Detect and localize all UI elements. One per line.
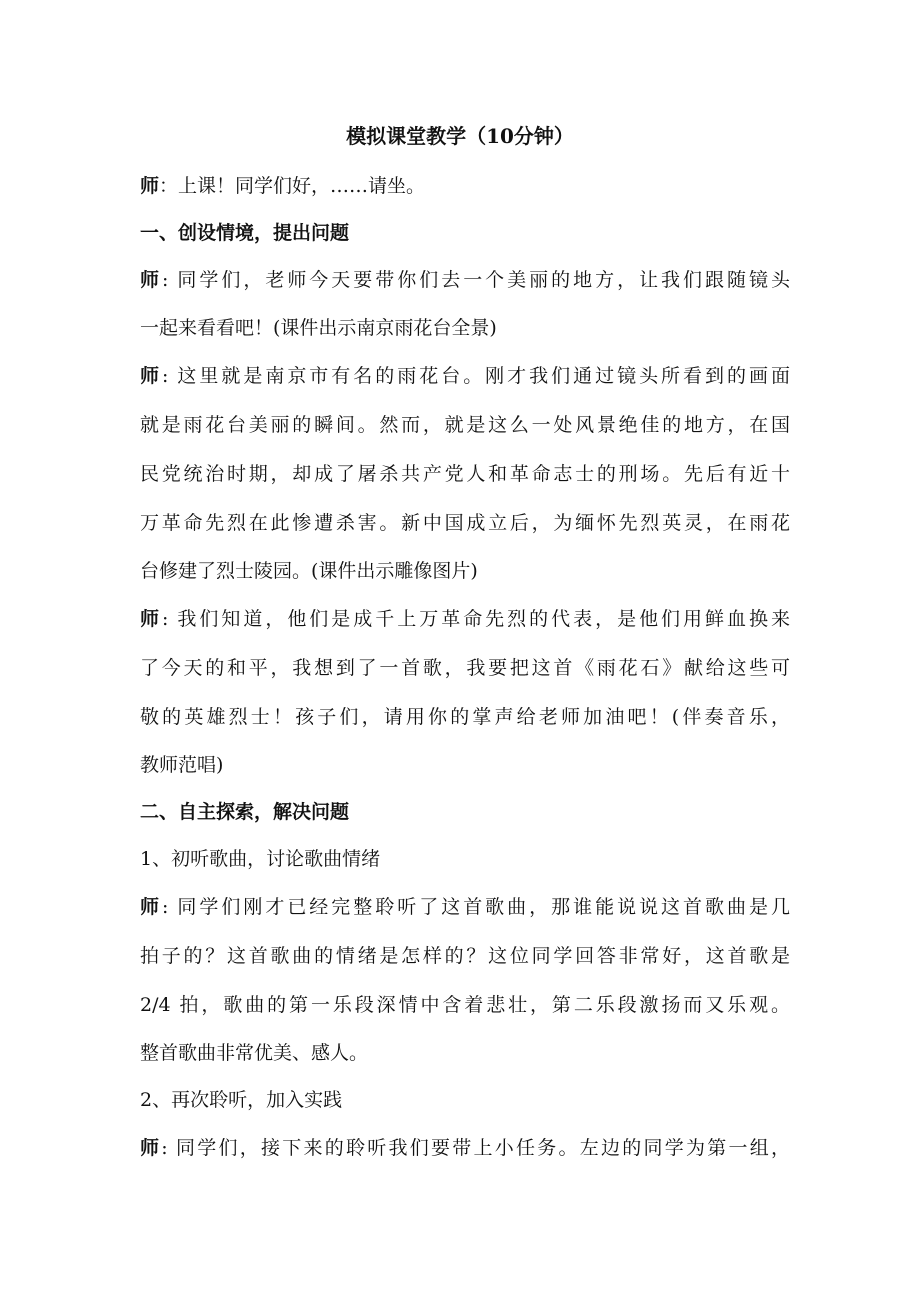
text-line: 2/4 拍，歌曲的第一乐段深情中含着悲壮，第二乐段激扬而又乐观。 xyxy=(140,994,790,1016)
text-line: 师: 同学们，接下来的聆听我们要带上小任务。左边的同学为第一组， xyxy=(140,1137,790,1159)
sub-heading: 1、初听歌曲，讨论歌曲情绪 xyxy=(140,848,381,870)
section-heading: 二、自主探索，解决问题 xyxy=(140,801,350,823)
text-line: 师: 同学们刚才已经完整聆听了这首歌曲，那谁能说说这首歌曲是几 xyxy=(140,896,790,918)
page-title: 模拟课堂教学（10分钟） xyxy=(346,124,574,148)
speaker-label: 师 xyxy=(140,269,162,291)
text-line: 师: 同学们，老师今天要带你们去一个美丽的地方，让我们跟随镜头 xyxy=(140,269,790,291)
text-line: 师: 我们知道，他们是成千上万革命先烈的代表，是他们用鲜血换来 xyxy=(140,608,790,630)
speaker-label: 师 xyxy=(140,365,162,387)
text-line: 敬的英雄烈士！孩子们，请用你的掌声给老师加油吧！(伴奏音乐， xyxy=(140,706,790,728)
speaker-label: 师 xyxy=(140,1137,162,1159)
text-line: 万革命先烈在此惨遭杀害。新中国成立后，为缅怀先烈英灵，在雨花 xyxy=(140,512,790,534)
text-line: 整首歌曲非常优美、感人。 xyxy=(140,1042,369,1064)
text-line: 民党统治时期，却成了屠杀共产党人和革命志士的刑场。先后有近十 xyxy=(140,463,790,485)
text-line: 台修建了烈士陵园。(课件出示雕像图片) xyxy=(140,560,478,582)
text-line: 师：上课！同学们好，……请坐。 xyxy=(140,175,426,197)
speaker-label: 师 xyxy=(140,608,162,630)
text-line: 一起来看看吧！(课件出示南京雨花台全景) xyxy=(140,317,497,339)
text-line: 师: 这里就是南京市有名的雨花台。刚才我们通过镜头所看到的画面 xyxy=(140,365,790,387)
speaker-label: 师 xyxy=(140,896,162,918)
sub-heading: 2、再次聆听，加入实践 xyxy=(140,1089,343,1111)
text-line: 就是雨花台美丽的瞬间。然而，就是这么一处风景绝佳的地方，在国 xyxy=(140,414,790,436)
text-line: 教师范唱) xyxy=(140,754,224,776)
section-heading: 一、创设情境，提出问题 xyxy=(140,222,350,244)
text-line: 拍子的？这首歌曲的情绪是怎样的？这位同学回答非常好，这首歌是 xyxy=(140,945,790,967)
text-line: 了今天的和平，我想到了一首歌，我要把这首《雨花石》献给这些可 xyxy=(140,657,790,679)
speaker-label: 师 xyxy=(140,175,160,197)
